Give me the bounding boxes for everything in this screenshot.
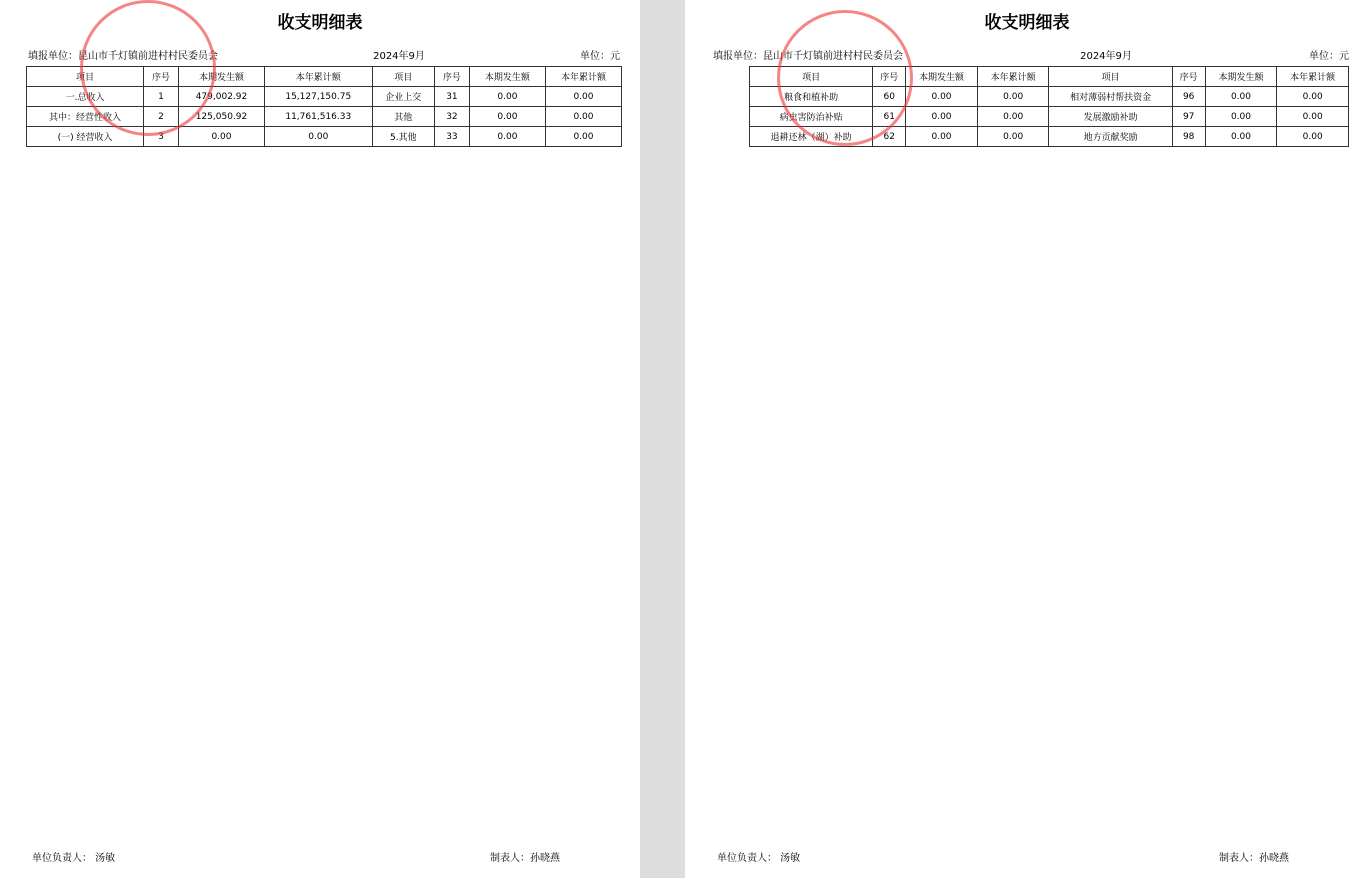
table-cell: 序号 bbox=[144, 67, 179, 87]
table-cell: 相对薄弱村帮扶资金 bbox=[1049, 87, 1172, 107]
table-cell: (一) 经营收入 bbox=[27, 127, 144, 147]
table-cell: 0.00 bbox=[469, 127, 545, 147]
currency: 单位：元 bbox=[580, 51, 620, 62]
table-cell: 病虫害防治补贴 bbox=[750, 107, 873, 127]
table-cell: 其中：经营性收入 bbox=[27, 107, 144, 127]
period: 2024年9月 bbox=[1080, 51, 1132, 62]
red-seal-icon bbox=[80, 0, 216, 136]
table-cell: 序号 bbox=[1172, 67, 1205, 87]
table-cell: 项目 bbox=[372, 67, 434, 87]
table-cell: 61 bbox=[873, 107, 906, 127]
table-cell: 项目 bbox=[750, 67, 873, 87]
table-row bbox=[27, 127, 622, 147]
table-cell: 96 bbox=[1172, 87, 1205, 107]
table-cell: 0.00 bbox=[469, 87, 545, 107]
unit-label: 填报单位：昆山市千灯镇前进村村民委员会 bbox=[713, 51, 903, 62]
table-cell: 0.00 bbox=[1205, 127, 1277, 147]
table-cell: 0.00 bbox=[1277, 87, 1349, 107]
table-cell: 15,127,150.75 bbox=[264, 87, 372, 107]
table-cell: 0.00 bbox=[1277, 107, 1349, 127]
table-cell: 0.00 bbox=[179, 127, 265, 147]
table-cell: 本期发生额 bbox=[469, 67, 545, 87]
table-cell: 一.总收入 bbox=[27, 87, 144, 107]
period: 2024年9月 bbox=[373, 51, 425, 62]
table-cell: 项目 bbox=[1049, 67, 1172, 87]
table-cell: 序号 bbox=[873, 67, 906, 87]
table-cell: 0.00 bbox=[545, 127, 621, 147]
page-title: 收支明细表 bbox=[984, 13, 1070, 33]
table-cell: 0.00 bbox=[545, 107, 621, 127]
table-cell: 本年累计额 bbox=[1277, 67, 1349, 87]
table-cell: 0.00 bbox=[977, 87, 1049, 107]
table-cell: 地方贡献奖励 bbox=[1049, 127, 1172, 147]
table-cell: 本期发生额 bbox=[1205, 67, 1277, 87]
table-cell: 62 bbox=[873, 127, 906, 147]
table-cell: 97 bbox=[1172, 107, 1205, 127]
table-cell: 60 bbox=[873, 87, 906, 107]
table-cell: 32 bbox=[434, 107, 469, 127]
table-cell: 125,050.92 bbox=[179, 107, 265, 127]
head-label: 单位负责人： 汤敏 bbox=[32, 853, 116, 864]
table-cell: 0.00 bbox=[1205, 87, 1277, 107]
table-cell: 3 bbox=[144, 127, 179, 147]
table-cell: 31 bbox=[434, 87, 469, 107]
table-cell: 0.00 bbox=[977, 127, 1049, 147]
table-cell: 2 bbox=[144, 107, 179, 127]
table-cell: 479,002.92 bbox=[179, 87, 265, 107]
table-cell: 0.00 bbox=[977, 107, 1049, 127]
table-cell: 0.00 bbox=[1205, 107, 1277, 127]
table-cell: 98 bbox=[1172, 127, 1205, 147]
table-cell: 11,761,516.33 bbox=[264, 107, 372, 127]
table-cell: 本年累计额 bbox=[264, 67, 372, 87]
table-cell: 0.00 bbox=[545, 87, 621, 107]
table-cell: 0.00 bbox=[906, 107, 978, 127]
table-cell: 0.00 bbox=[264, 127, 372, 147]
table-cell: 0.00 bbox=[906, 127, 978, 147]
table-cell: 1 bbox=[144, 87, 179, 107]
table-cell: 0.00 bbox=[906, 87, 978, 107]
maker-label: 制表人：孙晓燕 bbox=[490, 853, 560, 864]
table-cell: 5.其他 bbox=[372, 127, 434, 147]
table-cell: 0.00 bbox=[469, 107, 545, 127]
head-label: 单位负责人： 汤敏 bbox=[717, 853, 801, 864]
table-cell: 粮食和植补助 bbox=[750, 87, 873, 107]
table-cell: 本期发生额 bbox=[906, 67, 978, 87]
table-cell: 其他 bbox=[372, 107, 434, 127]
currency: 单位：元 bbox=[1309, 51, 1349, 62]
page-left bbox=[0, 0, 640, 878]
table-cell: 0.00 bbox=[1277, 127, 1349, 147]
table-cell: 本年累计额 bbox=[545, 67, 621, 87]
table-cell: 本期发生额 bbox=[179, 67, 265, 87]
table-cell: 发展激励补助 bbox=[1049, 107, 1172, 127]
maker-label: 制表人：孙晓燕 bbox=[1219, 853, 1289, 864]
red-seal-icon bbox=[777, 10, 913, 146]
page-title: 收支明细表 bbox=[277, 13, 363, 33]
table-cell: 项目 bbox=[27, 67, 144, 87]
table-cell: 本年累计额 bbox=[977, 67, 1049, 87]
unit-label: 填报单位：昆山市千灯镇前进村村民委员会 bbox=[28, 51, 218, 62]
table-cell: 退耕还林（湖）补助 bbox=[750, 127, 873, 147]
page-right bbox=[685, 0, 1369, 878]
table-cell: 33 bbox=[434, 127, 469, 147]
table-cell: 企业上交 bbox=[372, 87, 434, 107]
table-cell: 序号 bbox=[434, 67, 469, 87]
